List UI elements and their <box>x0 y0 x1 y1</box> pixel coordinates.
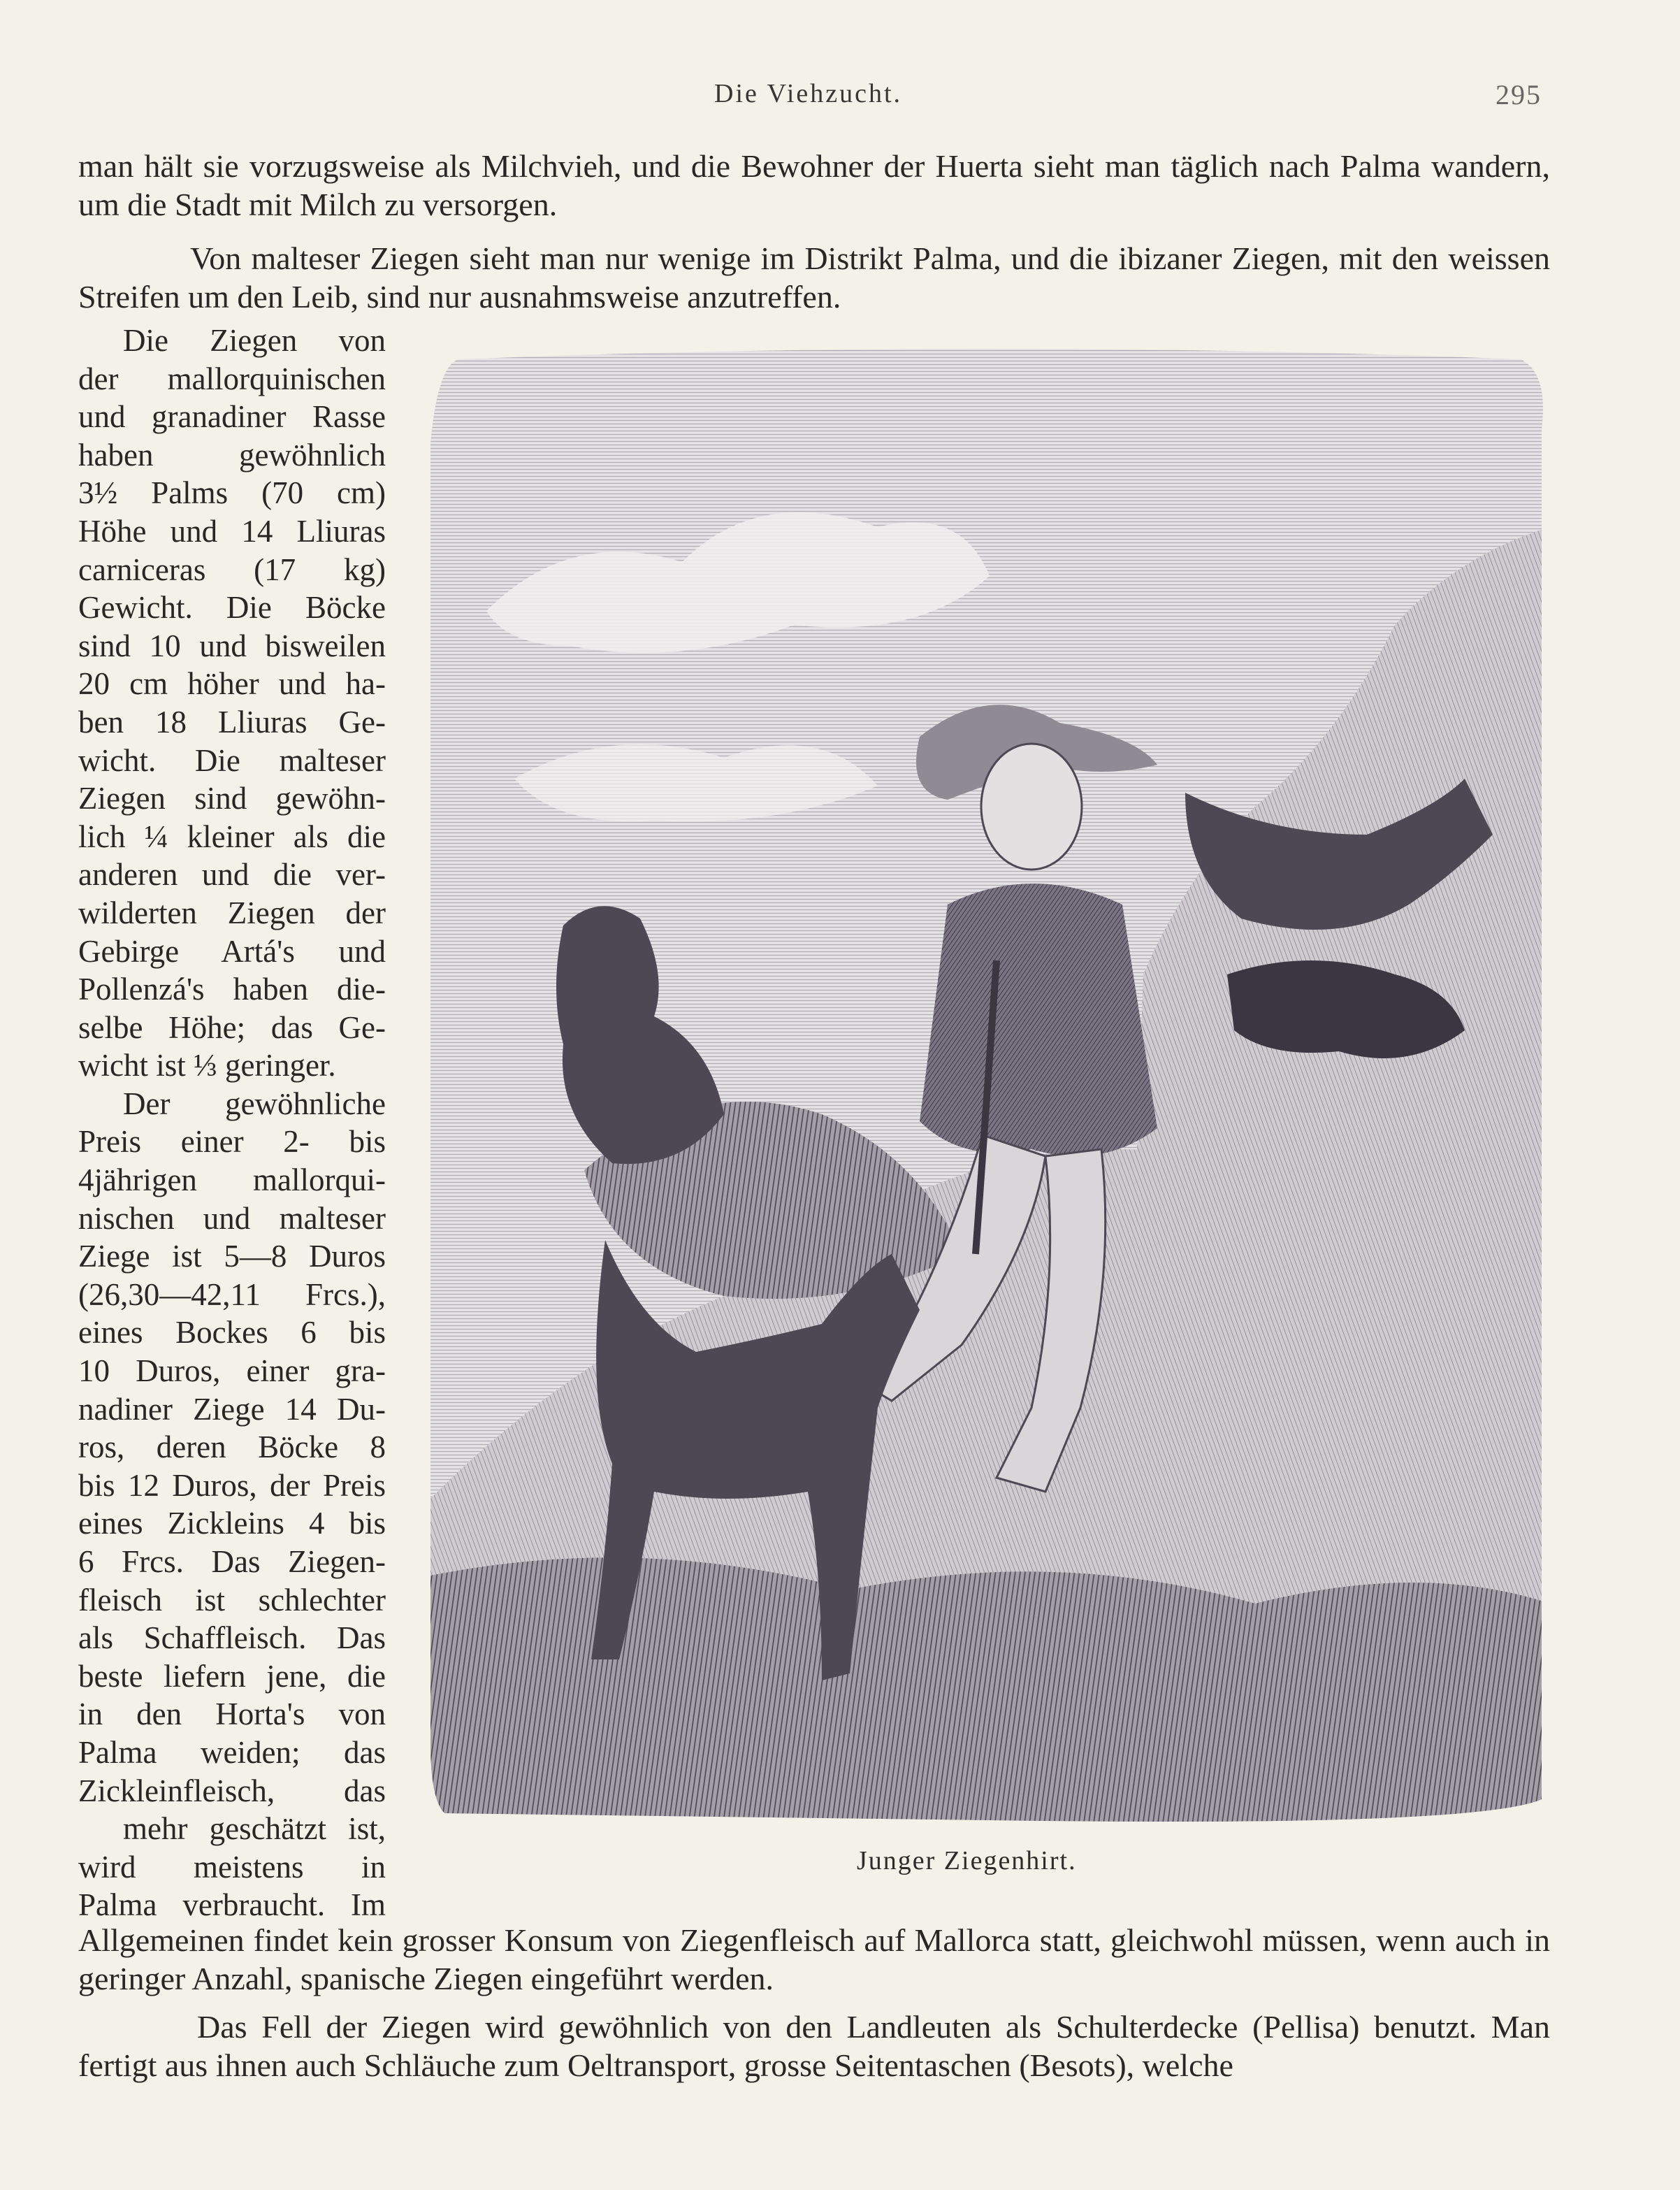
column-line: anderen und die ver- <box>78 857 386 893</box>
column-line: Zickleinfleisch, das <box>78 1773 386 1808</box>
column-line: 10 Duros, einer gra- <box>78 1353 386 1389</box>
column-line: nadiner Ziege 14 Du- <box>78 1391 386 1427</box>
column-line: Die Ziegen von <box>123 323 386 358</box>
running-title: Die Viehzucht. <box>714 79 903 108</box>
column-line: haben gewöhnlich <box>78 437 386 473</box>
foreground-grass <box>430 1557 1550 1834</box>
column-line: Palma verbraucht. Im <box>78 1887 386 1923</box>
column-line: nischen und malteser <box>78 1200 386 1236</box>
column-line: Preis einer 2- bis <box>78 1124 386 1160</box>
column-line: bis 12 Duros, der Preis <box>78 1467 386 1503</box>
column-line: 6 Frcs. Das Ziegen- <box>78 1544 386 1579</box>
column-line: carniceras (17 kg) <box>78 552 386 587</box>
column-line: 3½ Palms (70 cm) <box>78 475 386 511</box>
column-line: lich ¼ kleiner als die <box>78 819 386 854</box>
column-line: in den Horta's von <box>78 1696 386 1732</box>
column-line: wird meistens in <box>78 1849 386 1885</box>
column-line: Ziege ist 5—8 Duros <box>78 1239 386 1274</box>
engraving-illustration <box>430 345 1550 1834</box>
column-line: mehr geschätzt ist, <box>123 1811 386 1847</box>
column-line: Gewicht. Die Böcke <box>78 590 386 626</box>
column-line: als Schaffleisch. Das <box>78 1620 386 1656</box>
column-line: selbe Höhe; das Ge- <box>78 1009 386 1045</box>
paragraph-goat-skin: Das Fell der Ziegen wird gewöhnlich von den Landleuten als Schulterdecke (Pellisa) benutzt. Man fertigt aus ihnen auch Schläuche zum Oeltransport, grosse Seitentaschen (Besots), welche <box>78 2009 1550 2083</box>
column-line: Gebirge Artá's und <box>78 933 386 969</box>
column-line: Ziegen sind gewöhn- <box>78 781 386 816</box>
paragraph-maltese-goats: Von malteser Ziegen sieht man nur wenige im Distrikt Palma, und die ibizaner Ziegen, mit den weissen Streifen um den Leib, sind nur ausnahmsweise anzutreffen. <box>78 240 1550 315</box>
column-line: Höhe und 14 Lliuras <box>78 513 386 549</box>
figure-caption: Junger Ziegenhirt. <box>857 1846 1077 1875</box>
column-line: sind 10 und bisweilen <box>78 628 386 663</box>
column-line: (26,30—42,11 Frcs.), <box>78 1276 386 1312</box>
column-line: Pollenzá's haben die- <box>78 972 386 1007</box>
left-column-text <box>78 322 386 1924</box>
column-line: und granadiner Rasse <box>78 399 386 435</box>
running-head <box>0 78 1680 117</box>
column-line: eines Zickleins 4 bis <box>78 1506 386 1541</box>
column-line: ben 18 Lliuras Ge- <box>78 704 386 740</box>
paragraph-intro: man hält sie vorzugsweise als Milchvieh, und die Bewohner der Huerta sieht man täglich nach Palma wandern, um die Stadt mit Milch zu versorgen. <box>78 148 1550 222</box>
column-line: wicht ist ⅓ geringer. <box>78 1048 336 1083</box>
page-number: 295 <box>1496 79 1542 110</box>
column-line: eines Bockes 6 bis <box>78 1315 386 1350</box>
column-line: fleisch ist schlechter <box>78 1582 386 1618</box>
column-line: der mallorquinischen <box>78 361 386 396</box>
column-line: beste liefern jene, die <box>78 1658 386 1694</box>
column-line: wilderten Ziegen der <box>78 895 386 930</box>
paragraph-allgemein: Allgemeinen findet kein grosser Konsum von Ziegenfleisch auf Mallorca statt, gleichwohl müssen, wenn auch in geringer Anzahl, spanische Ziegen eingeführt werden. <box>78 1922 1550 1996</box>
column-line: ros, deren Böcke 8 <box>78 1429 386 1465</box>
column-line: Der gewöhnliche <box>123 1086 386 1121</box>
column-line: 4jährigen mallorqui- <box>78 1162 386 1198</box>
column-line: wicht. Die malteser <box>78 742 386 778</box>
column-line: Palma weiden; das <box>78 1734 386 1770</box>
column-line: 20 cm höher und ha- <box>78 666 386 702</box>
